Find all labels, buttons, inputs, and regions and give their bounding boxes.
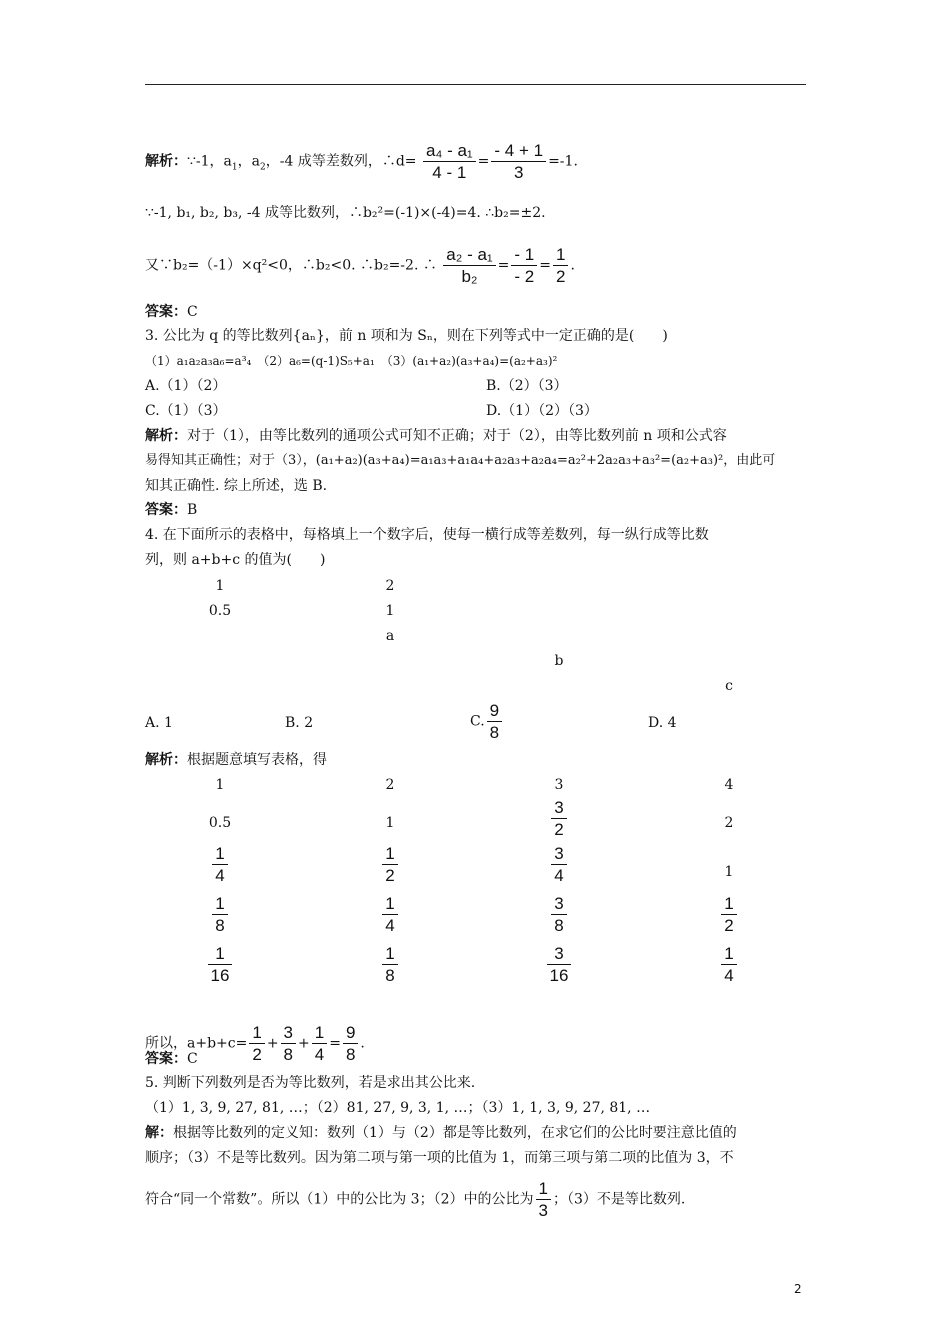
sol2-line2: ∵-1, b₁, b₂, b₃, -4 成等比数列，∴b₂²=(-1)×(-4)=4. ∴b₂=±2. [145,205,546,221]
table-cell: 1 [724,864,734,880]
q3-sol-line1: 解析：对于（1），由等比数列的通项公式可知不正确；对于（2），由等比数列前 n 项和公式容 [145,428,727,444]
q4-stem-line2: 列，则 a+b+c 的值为( ) [145,552,326,568]
table-cell [699,943,759,986]
fraction: $\frac{1}{2}$ [721,893,736,936]
q4-option-b: B. 2 [285,715,314,731]
table-cell: 1 [385,815,395,831]
q3-option-d: D.（1）（2）（3） [486,403,598,419]
table-cell: 0.5 [208,815,232,831]
fraction: $\frac{3}{2}$ [551,797,566,840]
fraction: $\frac{1}{4}$ [721,943,736,986]
q4-option-a: A. 1 [145,715,173,731]
sol2-line3: 又∵b₂=（-1）×q²<0，∴b₂<0. ∴b₂=-2. ∴ $\frac{\text{a₂ - a₁}}{\text{b₂}}$ = $\frac{- 1}{- 2}$ = $\frac{1}{2}$ . [145,245,575,286]
fraction: $\frac{- 4 + 1}{3}$ [491,140,546,183]
answer-4: 答案：C [145,1051,198,1067]
fraction: $\frac{9}{8}$ [343,1022,358,1065]
q3-sol-line3: 知其正确性. 综上所述，选 B. [145,478,328,494]
fraction: $\frac{1}{2}$ [553,244,568,287]
q4-stem-line1: 4. 在下面所示的表格中，每格填上一个数字后，使每一横行成等差数列，每一纵行成等比数 [145,527,709,543]
fraction: $\frac{3}{8}$ [551,893,566,936]
q5-sol-line3: 符合“同一个常数”。所以（1）中的公比为 3；（2）中的公比为 $\frac{1}{3}$ ；（3）不是等比数列. [145,1179,686,1220]
table-cell: 2 [724,815,734,831]
q4-cell: 1 [385,603,395,619]
fraction: $\frac{1}{16}$ [208,943,233,986]
q3-stem: 3. 公比为 q 的等比数列{aₙ}，前 n 项和为 Sₙ，则在下列等式中一定正确的是( ) [145,328,668,344]
table-cell [529,893,589,936]
page-number: 2 [794,1282,802,1296]
fraction: $\frac{1}{2}$ [382,843,397,886]
q4-cell-b: b [554,653,564,669]
fraction: $\frac{1}{4}$ [312,1022,327,1065]
fraction: $\frac{3}{8}$ [281,1022,296,1065]
table-cell [529,843,589,886]
sol2-line1: 解析：∵-1，$a_1$，$a_2$，-4 成等差数列，∴d= $\frac{\text{a₄ - a₁}}{4 - 1}$ = $\frac{- 4 + 1}{3}$ =-1. [145,141,578,182]
fraction: $\frac{1}{3}$ [536,1178,551,1221]
fraction: $\frac{- 1}{- 2}$ [511,244,537,287]
q4-cell: 1 [215,578,225,594]
table-cell [529,943,589,986]
q4-option-d: D. 4 [648,715,677,731]
table-cell [529,797,589,840]
q5-sol-line2: 顺序；（3）不是等比数列。因为第二项与第一项的比值为 1，而第三项与第二项的比值为 3，不 [145,1150,734,1166]
q3-items: （1）a₁a₂a₃a₆=a³₄ （2）a₆=(q-1)S₅+a₁ （3）(a₁+a₂)(a₃+a₄)=(a₂+a₃)² [145,354,558,368]
table-cell [190,843,250,886]
q4-option-c: C. $\frac{9}{8}$ [470,700,504,743]
table-cell: 4 [724,777,734,793]
q4-cell: 0.5 [208,603,232,619]
q4-cell-c: c [725,678,733,694]
q5-items: （1）1, 3, 9, 27, 81, …；（2）81, 27, 9, 3, 1, …；（3）1, 1, 3, 9, 27, 81, … [145,1100,651,1116]
table-cell [190,943,250,986]
fraction: $\frac{1}{4}$ [382,893,397,936]
fraction: $\frac{3}{4}$ [551,843,566,886]
q3-option-c: C.（1）（3） [145,403,227,419]
table-cell [360,843,420,886]
fraction: $\frac{\text{a₄ - a₁}}{4 - 1}$ [423,140,476,183]
fraction: $\frac{1}{2}$ [249,1022,264,1065]
q4-sum-line: 所以，a+b+c= $\frac{1}{2}$ + $\frac{3}{8}$ + $\frac{1}{4}$ = $\frac{9}{8}$ . [145,1023,365,1064]
fraction: $\frac{1}{4}$ [212,843,227,886]
q5-stem: 5. 判断下列数列是否为等比数列，若是求出其公比来. [145,1075,476,1091]
fraction: $\frac{3}{16}$ [547,943,572,986]
table-cell [699,893,759,936]
fraction: $\frac{\text{a₂ - a₁}}{\text{b₂}}$ [443,244,495,287]
q4-sol: 解析：根据题意填写表格，得 [145,752,327,768]
answer-3: 答案：B [145,502,198,518]
q4-cell-a: a [385,628,395,644]
q3-sol-line2: 易得知其正确性；对于（3），(a₁+a₂)(a₃+a₄)=a₁a₃+a₁a₄+a₂a₃+a₂a₄=a₂²+2a₂a₃+a₃²=(a₂+a₃)²，由此可 [145,453,776,468]
q3-option-a: A.（1）（2） [145,378,227,394]
fraction: $\frac{1}{8}$ [382,943,397,986]
table-cell [360,893,420,936]
q5-sol-line1: 解：根据等比数列的定义知：数列（1）与（2）都是等比数列，在求它们的公比时要注意比值的 [145,1125,737,1141]
table-cell: 3 [554,777,564,793]
table-cell: 1 [215,777,225,793]
q4-cell: 2 [385,578,395,594]
q3-option-b: B.（2）（3） [486,378,568,394]
table-cell [190,893,250,936]
header-rule [145,84,806,85]
fraction: $\frac{1}{8}$ [212,893,227,936]
answer-2: 答案：C [145,304,198,320]
table-cell [360,943,420,986]
fraction: $\frac{9}{8}$ [487,700,502,743]
table-cell: 2 [385,777,395,793]
